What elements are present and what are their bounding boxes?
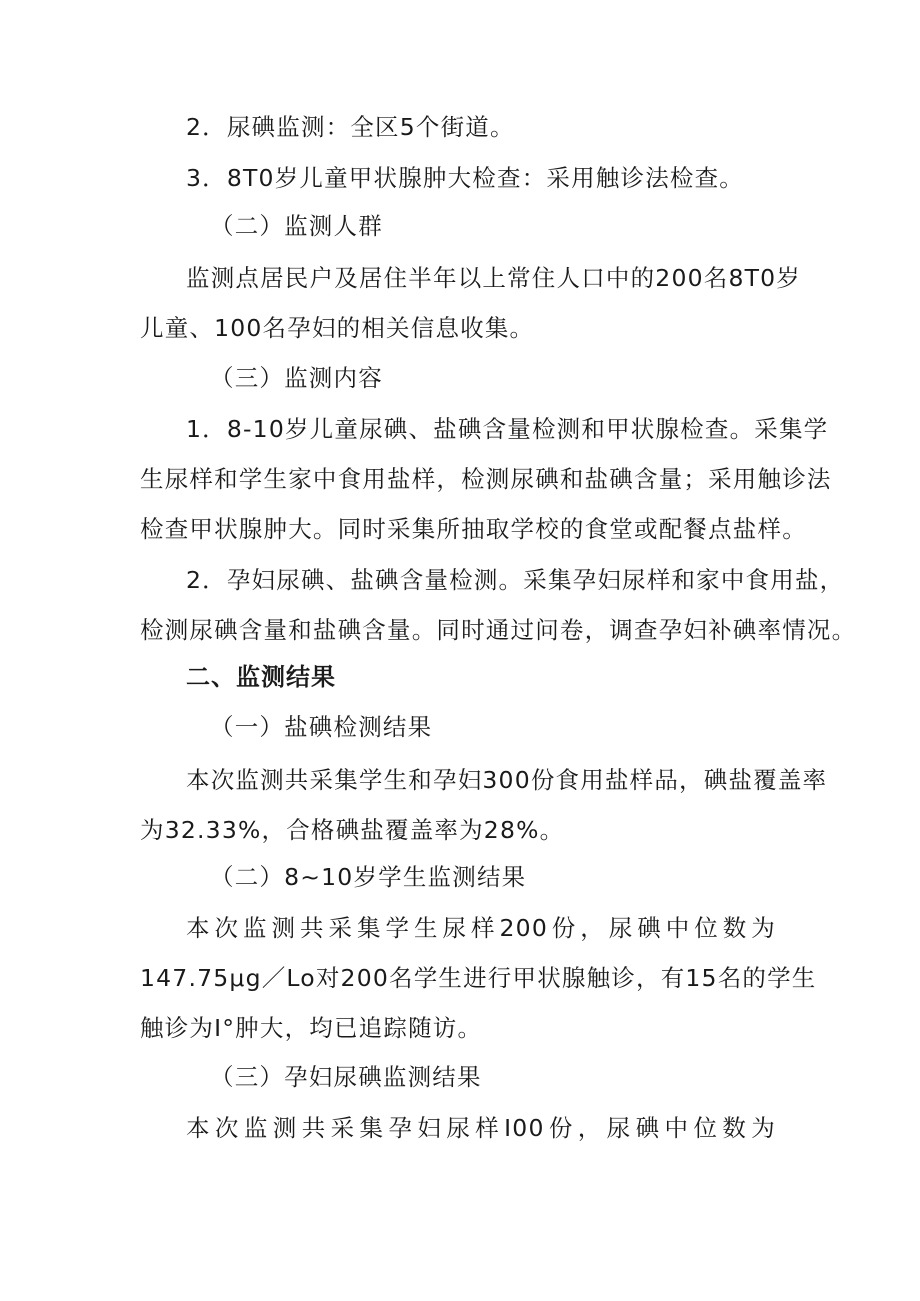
paragraph-line: 本次监测共采集孕妇尿样I00份，尿碘中位数为: [186, 1114, 776, 1142]
paragraph-line: 2．孕妇尿碘、盐碘含量检测。采集孕妇尿样和家中食用盐，: [186, 566, 845, 594]
list-item-urine-iodine: 2．尿碘监测：全区5个街道。: [186, 113, 515, 141]
section-heading-pregnant-results: （三）孕妇尿碘监测结果: [210, 1063, 482, 1091]
paragraph-line: 147.75μg／Lo对200名学生进行甲状腺触诊，有15名的学生: [140, 964, 817, 992]
paragraph-line: 检测尿碘含量和盐碘含量。同时通过问卷，调查孕妇补碘率情况。: [140, 616, 857, 644]
section-heading-content: （三）监测内容: [210, 364, 383, 392]
paragraph-line: 本次监测共采集学生和孕妇300份食用盐样品，碘盐覆盖率: [186, 766, 828, 794]
paragraph-line: 1．8-10岁儿童尿碘、盐碘含量检测和甲状腺检查。采集学: [186, 415, 829, 443]
list-item-thyroid-exam: 3．8T0岁儿童甲状腺肿大检查：采用触诊法检查。: [186, 164, 745, 192]
paragraph-line: 本次监测共采集学生尿样200份，尿碘中位数为: [186, 914, 776, 942]
paragraph-line: 为32.33%，合格碘盐覆盖率为28%。: [140, 816, 565, 844]
paragraph-line: 监测点居民户及居住半年以上常住人口中的200名8T0岁: [186, 264, 802, 292]
section-heading-salt-iodine: （一）盐碘检测结果: [210, 713, 433, 741]
paragraph-line: 触诊为I°肿大，均已追踪随访。: [140, 1014, 483, 1042]
section-heading-population: （二）监测人群: [210, 212, 383, 240]
paragraph-line: 检查甲状腺肿大。同时采集所抽取学校的食堂或配餐点盐样。: [140, 515, 807, 543]
section-heading-student-results: （二）8~10岁学生监测结果: [210, 863, 527, 891]
paragraph-line: 生尿样和学生家中食用盐样，检测尿碘和盐碘含量；采用触诊法: [140, 465, 832, 493]
paragraph-line: 儿童、100名孕妇的相关信息收集。: [140, 314, 535, 342]
chapter-heading-results: 二、监测结果: [186, 663, 336, 691]
